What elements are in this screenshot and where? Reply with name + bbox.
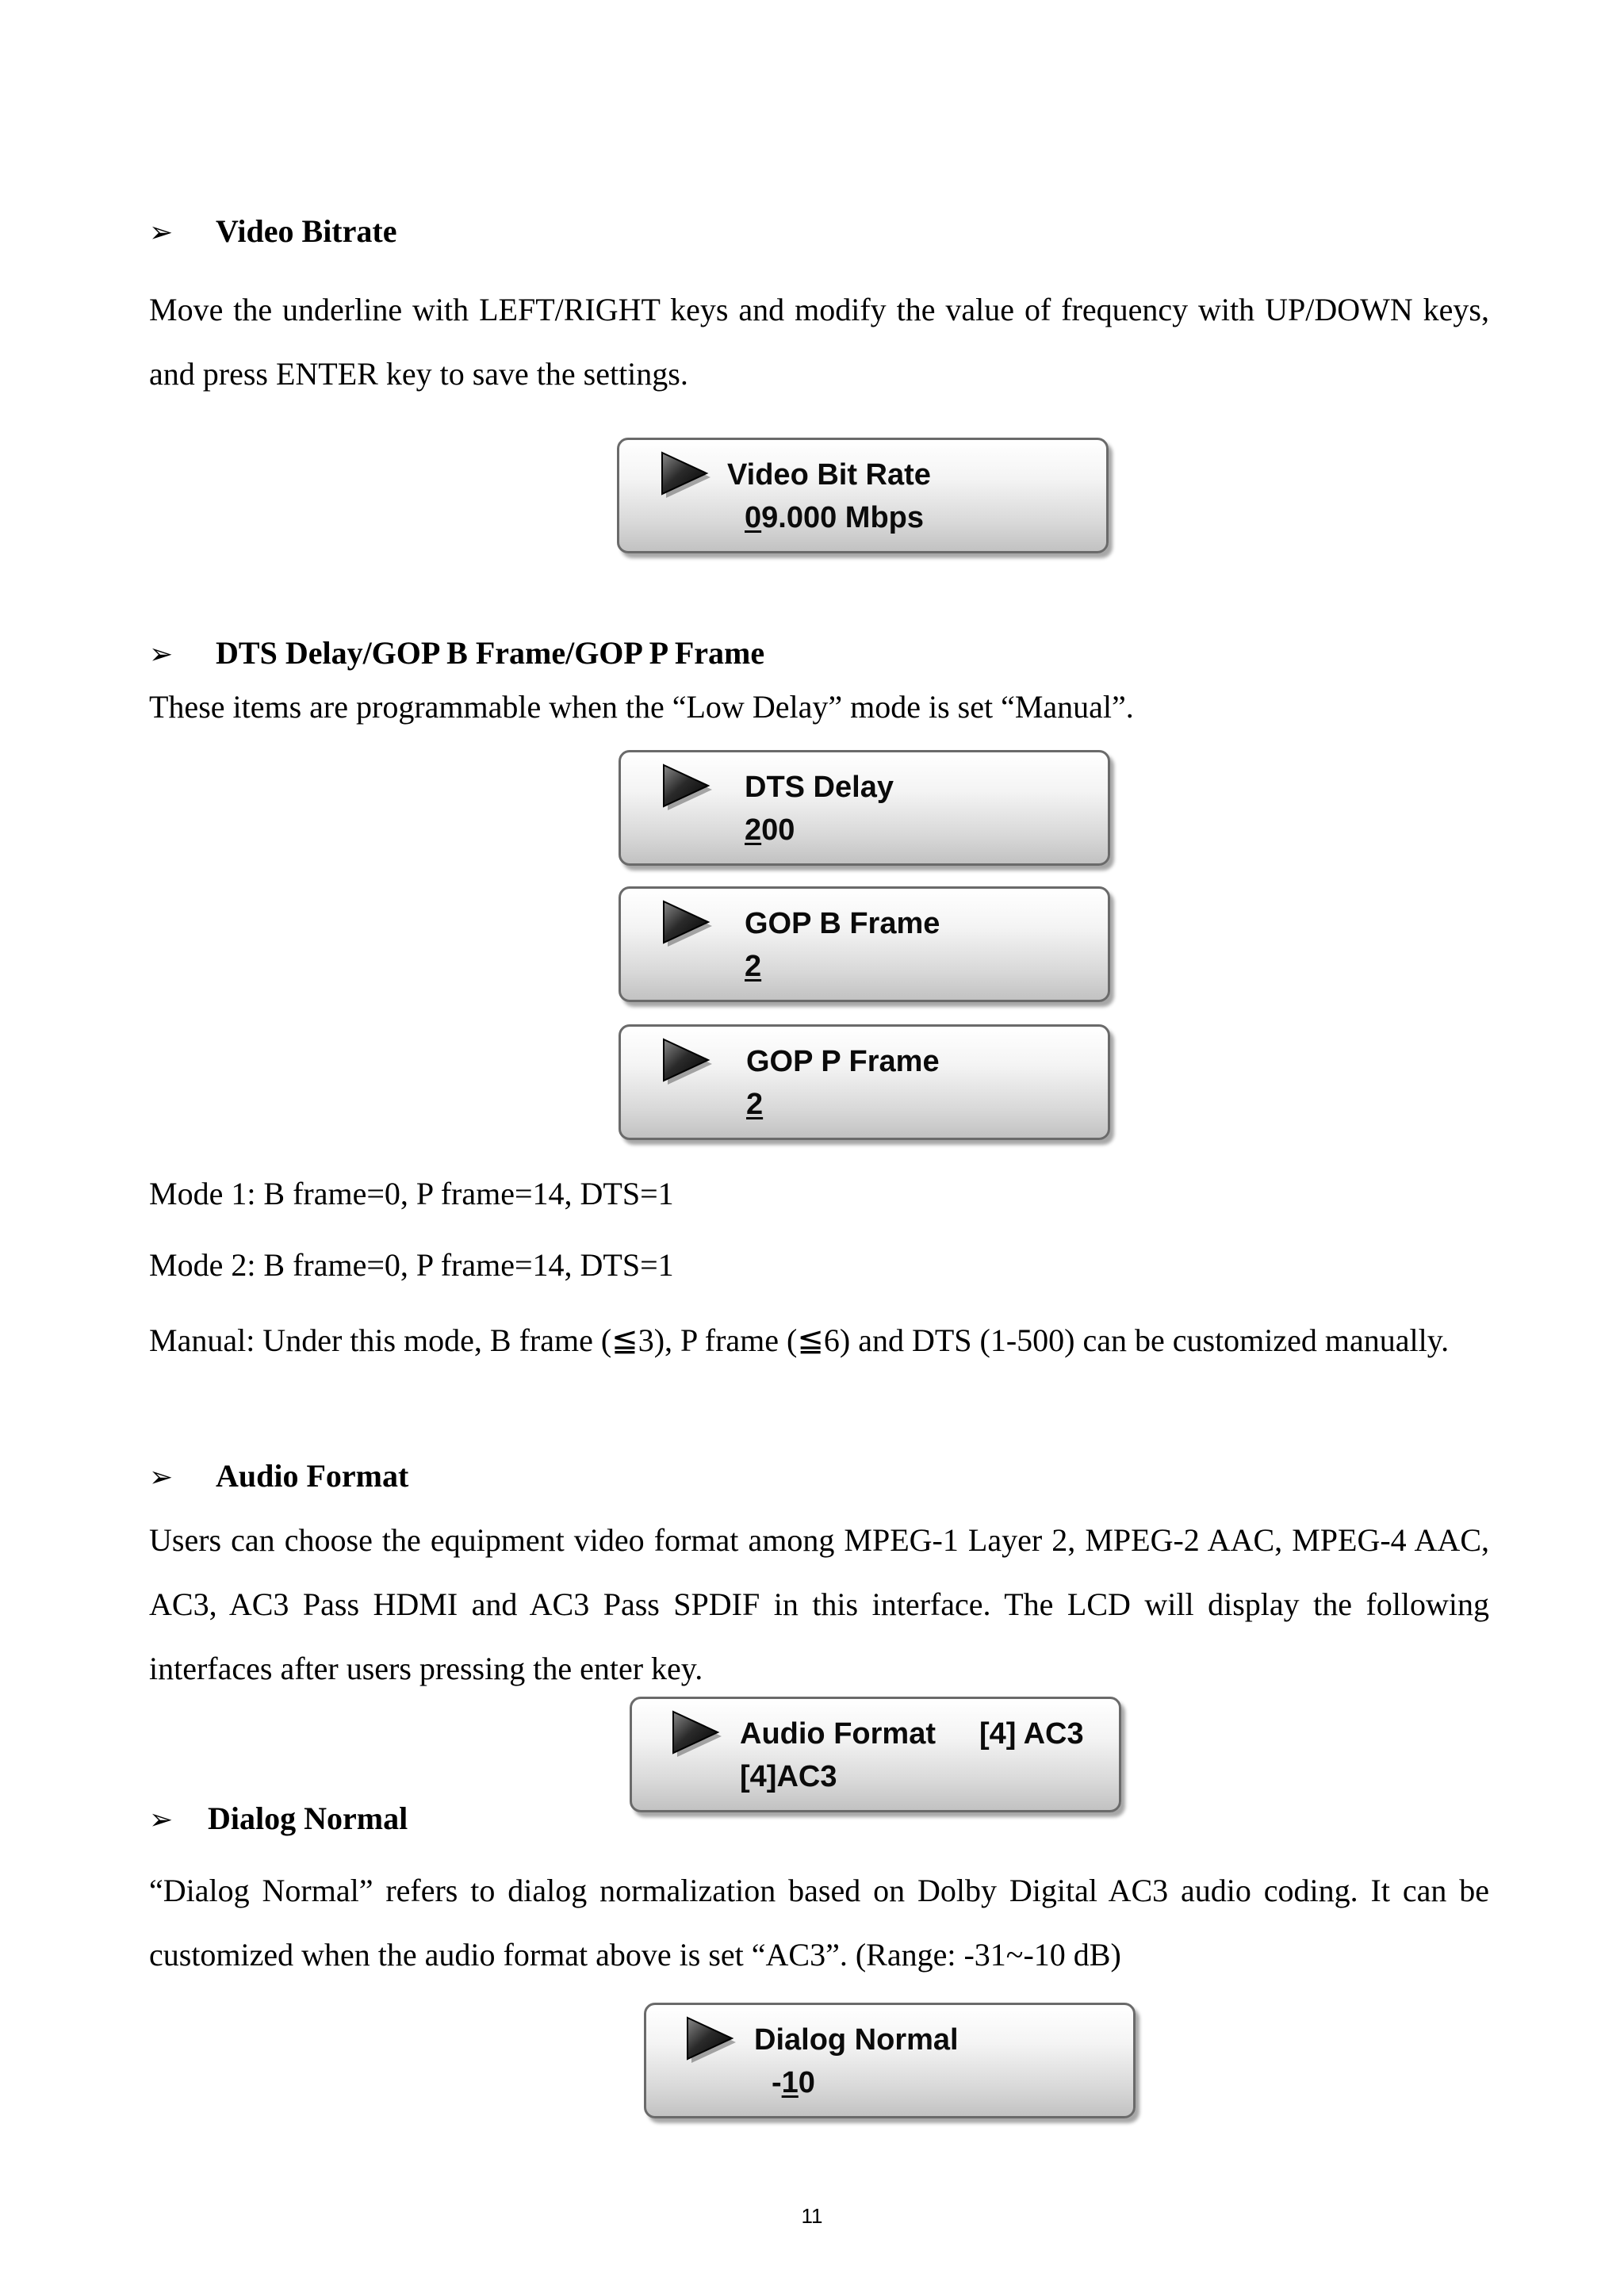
play-triangle-icon xyxy=(661,900,714,947)
lcd-cursor-digit: 2 xyxy=(745,950,762,983)
lcd-value-rest: 0 xyxy=(798,2066,815,2099)
play-triangle-icon xyxy=(659,451,713,499)
paragraph-dts-gop: These items are programmable when the “Low Delay” mode is set “Manual”. xyxy=(149,689,1134,725)
lcd-panel-audio-format xyxy=(630,1697,1121,1812)
play-triangle-icon xyxy=(684,2016,738,2064)
paragraph-dialog-normal: “Dialog Normal” refers to dialog normalization based on Dolby Digital AC3 audio coding. It can be customized when the audio format above is set “AC3”. (Range: -31~-10 dB) xyxy=(149,1873,1489,1973)
section-heading-dialog-normal xyxy=(149,1800,408,1839)
bullet-arrow-icon: ➢ xyxy=(149,1804,174,1836)
lcd-cursor-digit: 2 xyxy=(746,1088,764,1121)
heading-text: Video Bitrate xyxy=(216,213,397,249)
page-number: 11 xyxy=(801,2204,823,2228)
lcd-value xyxy=(745,813,795,848)
mode-2-text: Mode 2: B frame=0, P frame=14, DTS=1 xyxy=(149,1247,674,1283)
bullet-arrow-icon: ➢ xyxy=(149,216,174,249)
lcd-title: Video Bit Rate xyxy=(727,458,931,492)
lcd-panel-gop-p-frame xyxy=(619,1024,1110,1140)
lcd-cursor-digit: 1 xyxy=(781,2066,799,2099)
lcd-value: [4]AC3 xyxy=(740,1760,837,1793)
heading-text: Dialog Normal xyxy=(208,1800,408,1836)
lcd-value-prefix: - xyxy=(772,2066,782,2099)
section-heading-dts-gop xyxy=(149,634,764,674)
play-triangle-icon xyxy=(661,763,714,811)
lcd-title: DTS Delay xyxy=(745,771,894,804)
bullet-arrow-icon: ➢ xyxy=(149,638,174,671)
lcd-value-rest: 9.000 Mbps xyxy=(761,501,925,534)
lcd-current-value: [4] AC3 xyxy=(979,1717,1084,1751)
lcd-panel-gop-b-frame xyxy=(619,886,1110,1002)
lcd-cursor-digit: 2 xyxy=(745,813,762,847)
heading-text: Audio Format xyxy=(216,1458,409,1494)
lcd-panel-dts-delay xyxy=(619,750,1110,866)
lcd-value xyxy=(772,2065,815,2100)
paragraph-video-bitrate: Move the underline with LEFT/RIGHT keys and modify the value of frequency with UP/DOWN keys, and press ENTER key to save the settings. xyxy=(149,292,1489,392)
lcd-value xyxy=(745,500,924,535)
manual-mode-text: Manual: Under this mode, B frame (≦3), P frame (≦6) and DTS (1-500) can be customized manually. xyxy=(149,1322,1450,1358)
lcd-value xyxy=(746,1087,763,1122)
play-triangle-icon xyxy=(661,1038,714,1085)
lcd-panel-video-bit-rate xyxy=(617,438,1109,553)
lcd-cursor-digit: 0 xyxy=(745,501,762,534)
heading-text: DTS Delay/GOP B Frame/GOP P Frame xyxy=(216,635,765,671)
lcd-panel-dialog-normal xyxy=(644,2003,1136,2118)
lcd-title: GOP P Frame xyxy=(746,1045,940,1078)
paragraph-audio-format: Users can choose the equipment video format among MPEG-1 Layer 2, MPEG-2 AAC, MPEG-4 AAC, AC3, AC3 Pass HDMI and AC3 Pass SPDIF in this interface. The LCD will display the following interfaces after users pressing the enter key. xyxy=(149,1522,1489,1686)
section-heading-video-bitrate xyxy=(149,212,396,252)
bullet-arrow-icon: ➢ xyxy=(149,1461,174,1494)
section-heading-audio-format xyxy=(149,1457,408,1497)
lcd-title: Audio Format xyxy=(740,1717,936,1751)
play-triangle-icon xyxy=(670,1710,724,1758)
mode-1-text: Mode 1: B frame=0, P frame=14, DTS=1 xyxy=(149,1176,674,1211)
lcd-value xyxy=(745,949,761,984)
lcd-value-rest: 00 xyxy=(761,813,795,847)
lcd-title: Dialog Normal xyxy=(754,2023,959,2057)
lcd-title: GOP B Frame xyxy=(745,907,940,940)
